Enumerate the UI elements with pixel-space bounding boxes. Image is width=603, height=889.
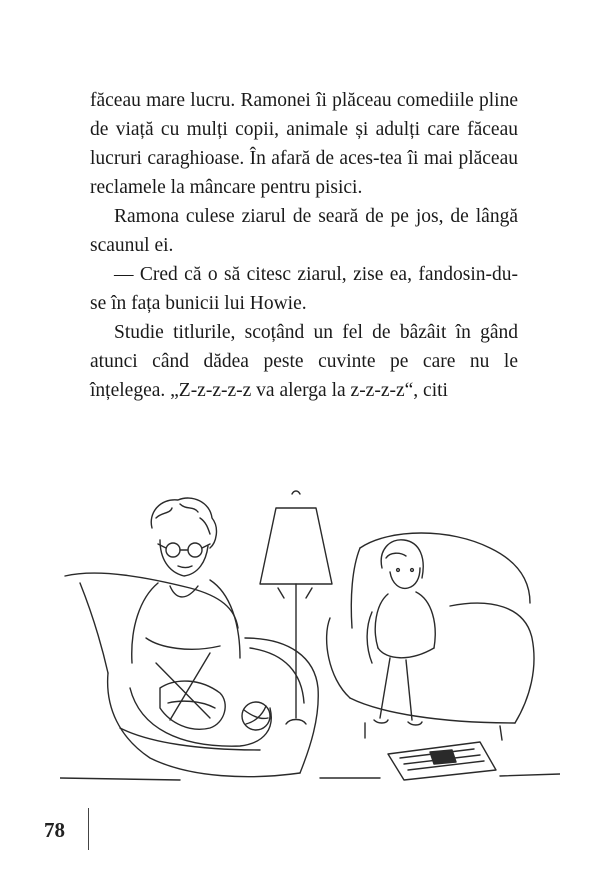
girl-figure (367, 540, 435, 725)
newspaper-on-floor (388, 742, 496, 780)
paragraph-3: — Cred că o să citesc ziarul, zise ea, fandosin-du-se în fața bunicii lui Howie. (90, 264, 518, 314)
paragraph-4: Studie titlurile, scoțând un fel de bâzâit în gând atunci când dădea peste cuvinte pe care nu le înțelegea. „Z-z-z-z-z va alerga la z-z-z-z“, citi (90, 322, 518, 401)
grandmother-figure (130, 498, 271, 746)
illustration (60, 488, 560, 788)
body-text (90, 86, 518, 405)
page-number: 78 (44, 818, 65, 842)
floor-lamp (260, 491, 332, 724)
paragraph-2: Ramona culese ziarul de seară de pe jos, de lângă scaunul ei. (90, 206, 518, 256)
left-armchair (65, 573, 318, 777)
paragraph-1: făceau mare lucru. Ramonei îi plăceau comediile pline de viață cu mulți copii, animale și adulți care făceau lucruri caraghioase. În afară de aces-tea îi mai plăceau reclamele la mâncare pentru pisici. (90, 90, 518, 198)
right-armchair (327, 533, 534, 740)
page-number-divider (88, 808, 89, 850)
